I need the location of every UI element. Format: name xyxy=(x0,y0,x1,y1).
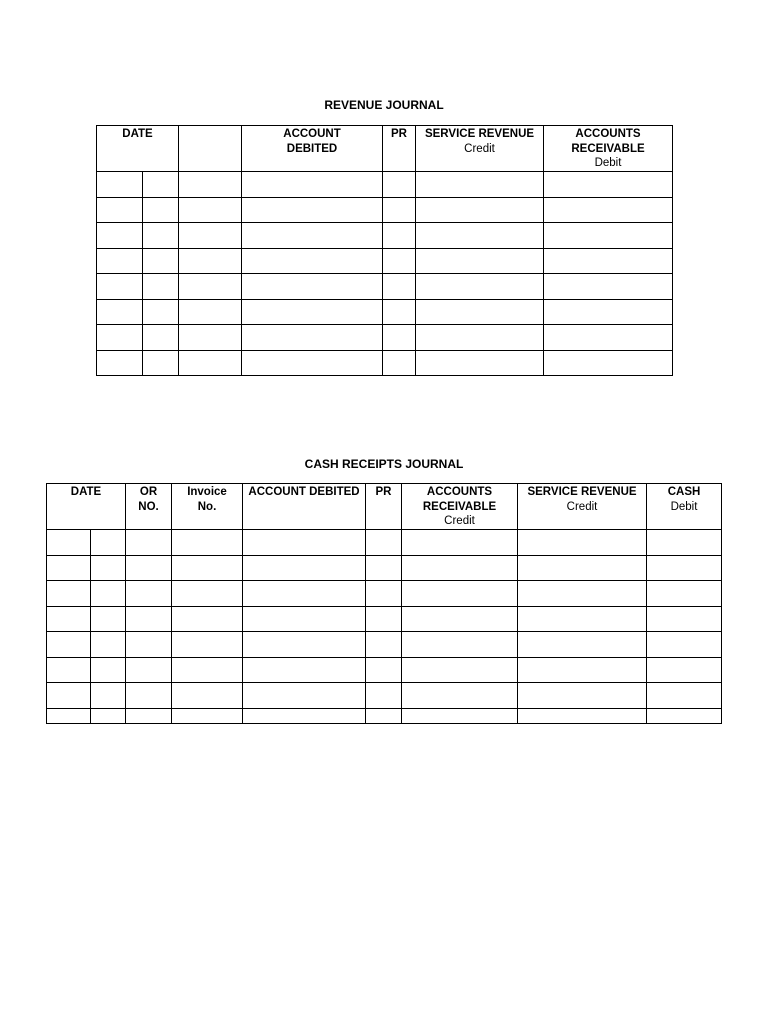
table-cell xyxy=(366,581,402,607)
table-cell xyxy=(97,223,143,249)
table-cell xyxy=(647,581,722,607)
table-cell xyxy=(91,683,126,709)
table-cell xyxy=(402,708,518,723)
table-cell xyxy=(366,606,402,632)
table-cell xyxy=(544,299,673,325)
table-cell xyxy=(126,530,172,556)
revenue-journal-body xyxy=(97,172,673,376)
table-cell xyxy=(518,657,647,683)
table-cell xyxy=(172,581,243,607)
revenue-header-account-debited: ACCOUNT DEBITED xyxy=(242,126,383,172)
table-cell xyxy=(383,197,416,223)
table-cell xyxy=(243,581,366,607)
table-cell xyxy=(366,683,402,709)
table-cell xyxy=(179,197,242,223)
table-cell xyxy=(179,299,242,325)
table-cell xyxy=(383,274,416,300)
table-cell xyxy=(383,350,416,376)
cash-header-pr: PR xyxy=(366,484,402,530)
table-cell xyxy=(544,197,673,223)
table-cell xyxy=(97,172,143,198)
table-cell xyxy=(544,223,673,249)
table-cell xyxy=(518,632,647,658)
table-cell xyxy=(143,223,179,249)
table-cell xyxy=(126,555,172,581)
table-cell xyxy=(242,325,383,351)
table-row xyxy=(97,325,673,351)
cash-header-invoice-no: Invoice No. xyxy=(172,484,243,530)
table-cell xyxy=(647,657,722,683)
table-row xyxy=(97,299,673,325)
table-cell xyxy=(91,555,126,581)
table-cell xyxy=(243,683,366,709)
table-cell xyxy=(179,325,242,351)
table-cell xyxy=(402,530,518,556)
table-cell xyxy=(126,606,172,632)
table-row xyxy=(47,581,722,607)
table-cell xyxy=(47,657,91,683)
table-cell xyxy=(143,248,179,274)
table-cell xyxy=(172,708,243,723)
table-cell xyxy=(544,248,673,274)
cash-header-account-debited: ACCOUNT DEBITED xyxy=(243,484,366,530)
revenue-header-row xyxy=(97,126,673,172)
revenue-header-date: DATE xyxy=(97,126,179,172)
table-cell xyxy=(242,248,383,274)
table-cell xyxy=(402,657,518,683)
table-cell xyxy=(97,350,143,376)
table-cell xyxy=(647,632,722,658)
table-cell xyxy=(47,530,91,556)
table-cell xyxy=(91,708,126,723)
table-cell xyxy=(647,555,722,581)
table-cell xyxy=(243,657,366,683)
cash-header-date: DATE xyxy=(47,484,126,530)
revenue-journal-table xyxy=(96,125,673,376)
table-cell xyxy=(97,197,143,223)
table-cell xyxy=(143,350,179,376)
table-cell xyxy=(544,350,673,376)
revenue-journal-title: REVENUE JOURNAL xyxy=(324,98,444,112)
table-cell xyxy=(242,223,383,249)
table-cell xyxy=(47,581,91,607)
table-cell xyxy=(143,172,179,198)
table-cell xyxy=(518,683,647,709)
table-cell xyxy=(172,632,243,658)
cash-header-service-revenue: SERVICE REVENUE Credit xyxy=(518,484,647,530)
cash-header-cash: CASH Debit xyxy=(647,484,722,530)
table-row xyxy=(47,657,722,683)
table-cell xyxy=(126,657,172,683)
revenue-header-blank xyxy=(179,126,242,172)
table-cell xyxy=(518,530,647,556)
table-cell xyxy=(647,708,722,723)
table-cell xyxy=(518,555,647,581)
table-cell xyxy=(243,606,366,632)
table-cell xyxy=(242,172,383,198)
table-cell xyxy=(402,555,518,581)
table-cell xyxy=(402,632,518,658)
table-cell xyxy=(47,708,91,723)
table-cell xyxy=(47,683,91,709)
table-cell xyxy=(243,632,366,658)
table-row xyxy=(47,606,722,632)
table-cell xyxy=(97,325,143,351)
table-cell xyxy=(416,299,544,325)
table-cell xyxy=(172,683,243,709)
cash-receipts-journal-body xyxy=(47,530,722,724)
table-cell xyxy=(647,683,722,709)
revenue-header-accounts-receivable: ACCOUNTS RECEIVABLE Debit xyxy=(544,126,673,172)
table-cell xyxy=(179,172,242,198)
table-cell xyxy=(366,657,402,683)
table-row xyxy=(97,197,673,223)
table-row xyxy=(47,632,722,658)
table-cell xyxy=(544,172,673,198)
table-cell xyxy=(143,197,179,223)
table-cell xyxy=(172,657,243,683)
table-cell xyxy=(91,530,126,556)
table-cell xyxy=(47,555,91,581)
table-cell xyxy=(544,325,673,351)
table-cell xyxy=(242,350,383,376)
table-cell xyxy=(416,197,544,223)
table-cell xyxy=(383,325,416,351)
table-cell xyxy=(242,274,383,300)
table-cell xyxy=(172,555,243,581)
cash-header-or-no: OR NO. xyxy=(126,484,172,530)
table-cell xyxy=(143,274,179,300)
table-cell xyxy=(47,632,91,658)
table-row xyxy=(47,683,722,709)
table-row xyxy=(97,223,673,249)
table-cell xyxy=(518,606,647,632)
table-cell xyxy=(126,581,172,607)
table-cell xyxy=(97,248,143,274)
table-cell xyxy=(544,274,673,300)
table-cell xyxy=(518,581,647,607)
table-cell xyxy=(242,299,383,325)
cash-header-accounts-receivable: ACCOUNTS RECEIVABLE Credit xyxy=(402,484,518,530)
table-row xyxy=(47,708,722,723)
table-cell xyxy=(172,606,243,632)
table-cell xyxy=(243,555,366,581)
table-cell xyxy=(647,606,722,632)
table-cell xyxy=(383,172,416,198)
table-cell xyxy=(366,555,402,581)
table-cell xyxy=(179,223,242,249)
table-cell xyxy=(172,530,243,556)
table-cell xyxy=(416,325,544,351)
table-cell xyxy=(416,172,544,198)
table-cell xyxy=(91,581,126,607)
table-cell xyxy=(126,683,172,709)
table-cell xyxy=(97,299,143,325)
table-row xyxy=(97,172,673,198)
table-cell xyxy=(143,325,179,351)
table-cell xyxy=(402,581,518,607)
table-cell xyxy=(97,274,143,300)
table-cell xyxy=(126,708,172,723)
table-cell xyxy=(179,248,242,274)
table-row xyxy=(97,248,673,274)
table-row xyxy=(97,274,673,300)
table-cell xyxy=(402,683,518,709)
table-cell xyxy=(179,274,242,300)
table-cell xyxy=(366,530,402,556)
table-row xyxy=(47,555,722,581)
table-cell xyxy=(179,350,242,376)
table-cell xyxy=(383,223,416,249)
table-cell xyxy=(91,606,126,632)
table-cell xyxy=(243,530,366,556)
table-cell xyxy=(243,708,366,723)
table-cell xyxy=(518,708,647,723)
table-cell xyxy=(366,708,402,723)
table-cell xyxy=(416,350,544,376)
cash-receipts-journal-title: CASH RECEIPTS JOURNAL xyxy=(304,457,464,471)
cash-receipts-journal-table xyxy=(46,483,722,724)
revenue-header-service-revenue: SERVICE REVENUE Credit xyxy=(416,126,544,172)
table-row xyxy=(47,530,722,556)
table-cell xyxy=(416,223,544,249)
table-cell xyxy=(416,274,544,300)
table-cell xyxy=(47,606,91,632)
table-cell xyxy=(242,197,383,223)
cash-header-row xyxy=(47,484,722,530)
table-cell xyxy=(402,606,518,632)
revenue-header-pr: PR xyxy=(383,126,416,172)
table-cell xyxy=(383,248,416,274)
table-cell xyxy=(126,632,172,658)
table-cell xyxy=(91,657,126,683)
table-cell xyxy=(647,530,722,556)
table-cell xyxy=(143,299,179,325)
table-cell xyxy=(383,299,416,325)
table-cell xyxy=(366,632,402,658)
table-row xyxy=(97,350,673,376)
table-cell xyxy=(91,632,126,658)
table-cell xyxy=(416,248,544,274)
